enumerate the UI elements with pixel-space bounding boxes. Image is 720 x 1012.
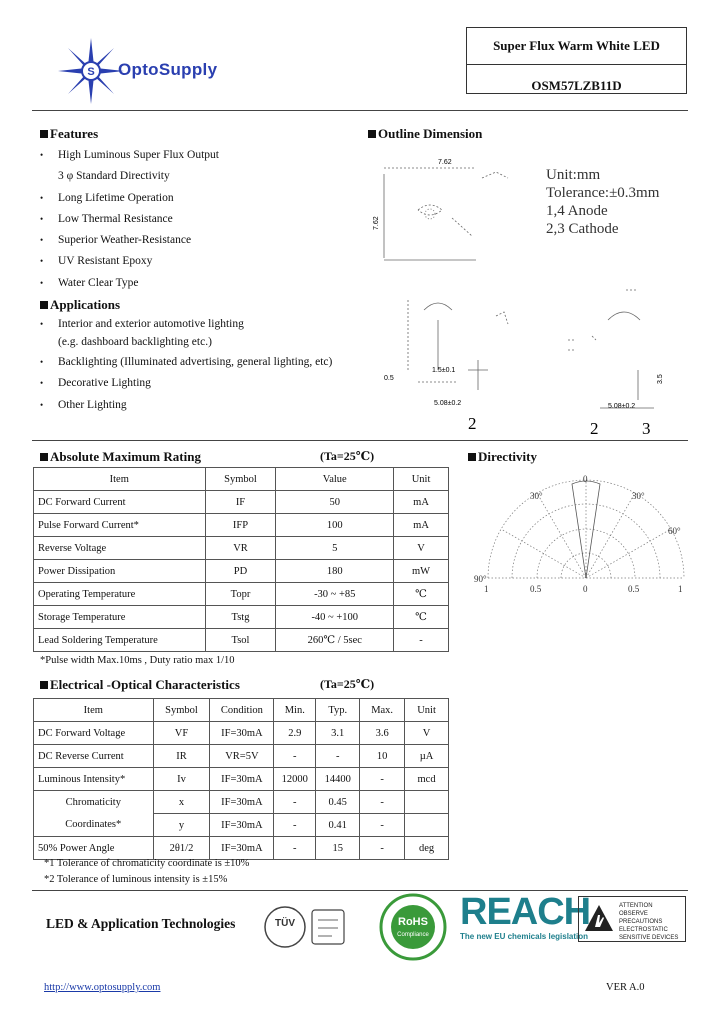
table-cell: 14400 [316, 768, 360, 791]
table-cell: x [153, 791, 210, 814]
table-row [34, 583, 449, 606]
col-header: Min. [274, 699, 316, 722]
table-cell: mA [394, 491, 449, 514]
table-cell: - [360, 791, 405, 814]
table-cell: deg [405, 837, 449, 860]
table-cell: 15 [316, 837, 360, 860]
esd-warning-badge [578, 896, 686, 942]
pin-label: 2 [590, 419, 599, 438]
table-cell: - [274, 837, 316, 860]
electrical-table [33, 698, 449, 860]
electrical-heading: Electrical -Optical Characteristics [40, 677, 240, 693]
unit-label: Unit:mm [546, 167, 601, 183]
table-cell: µA [405, 745, 449, 768]
product-name: Super Flux Warm White LED [493, 38, 660, 53]
pin-label: 2 [468, 414, 477, 433]
outline-notes [546, 166, 659, 238]
col-header: Item [34, 468, 206, 491]
table-row [34, 514, 449, 537]
col-header: Unit [394, 468, 449, 491]
table-row [34, 745, 449, 768]
reach-badge [460, 891, 591, 944]
table-cell: Topr [205, 583, 276, 606]
scale-label: 1 [484, 584, 489, 594]
angle-label: 60° [668, 526, 681, 536]
table-cell: Power Dissipation [34, 560, 206, 583]
table-cell [405, 814, 449, 837]
tuv-badge-icon [262, 904, 352, 950]
list-item: • High Luminous Super Flux Output [40, 145, 360, 166]
table-cell: V [405, 722, 449, 745]
title-box [466, 27, 687, 94]
list-item: 3 φ Standard Directivity [58, 170, 170, 183]
angle-label: 30° [530, 491, 543, 501]
website-link[interactable]: http://www.optosupply.com [44, 982, 161, 993]
angle-label: 0 [583, 474, 588, 484]
list-item: (e.g. dashboard backlighting etc.) [58, 336, 212, 348]
table-cell: IF=30mA [210, 837, 274, 860]
dim-d: 5.08±0.2 [608, 403, 636, 410]
table-cell: 100 [276, 514, 394, 537]
table-cell: VF [153, 722, 210, 745]
table-cell: mW [394, 560, 449, 583]
dim-c: 5.08±0.2 [434, 400, 462, 407]
anode-label: 1,4 Anode [546, 203, 608, 219]
table-cell: VR [205, 537, 276, 560]
esd-line: SENSITIVE DEVICES [619, 935, 679, 941]
list-item: • Decorative Lighting [40, 373, 370, 394]
table-cell: DC Reverse Current [34, 745, 154, 768]
table-row [34, 560, 449, 583]
table-cell: PD [205, 560, 276, 583]
abs-max-heading: Absolute Maximum Rating [40, 449, 201, 465]
table-cell: ℃ [394, 583, 449, 606]
dim-side: 7.62 [373, 216, 380, 230]
list-item: • Low Thermal Resistance [40, 209, 360, 230]
table-cell: VR=5V [210, 745, 274, 768]
table-cell: 50 [276, 491, 394, 514]
col-header: Symbol [205, 468, 276, 491]
list-item: • Interior and exterior automotive lighting [40, 316, 370, 333]
table-cell: V [394, 537, 449, 560]
scale-label: 1 [678, 584, 683, 594]
table-cell: 2.9 [274, 722, 316, 745]
table-cell: y [153, 814, 210, 837]
table-row [34, 837, 449, 860]
table-cell: Storage Temperature [34, 606, 206, 629]
table-cell: 3.6 [360, 722, 405, 745]
table-row [34, 768, 449, 791]
brand-name: OptoSupply [118, 60, 218, 79]
table-cell: 0.45 [316, 791, 360, 814]
table-cell: -40 ~ +100 [276, 606, 394, 629]
table-cell: - [274, 814, 316, 837]
electrical-note-2: *2 Tolerance of luminous intensity is ±15% [44, 874, 228, 885]
table-cell: - [394, 629, 449, 652]
applications-list [40, 316, 370, 416]
angle-label: 90° [474, 574, 487, 584]
part-number: OSM57LZB11D [531, 78, 622, 93]
table-row [34, 606, 449, 629]
table-cell: 2θ1/2 [153, 837, 210, 860]
scale-label: 0.5 [530, 584, 542, 594]
esd-line: OBSERVE PRECAUTIONS [619, 911, 663, 925]
table-header-row [34, 699, 449, 722]
list-item: • UV Resistant Epoxy [40, 251, 360, 272]
list-item: • Superior Weather-Resistance [40, 230, 360, 251]
table-cell: IF [205, 491, 276, 514]
table-cell: Tsol [205, 629, 276, 652]
list-item: • Long Lifetime Operation [40, 188, 360, 209]
dim-e: 3.5 [657, 374, 664, 384]
table-cell: 12000 [274, 768, 316, 791]
table-cell: 0.41 [316, 814, 360, 837]
table-row [34, 814, 449, 837]
table-row [34, 791, 449, 814]
table-cell: 260℃ / 5sec [276, 629, 394, 652]
dim-top: 7.62 [438, 159, 452, 166]
sun-star-icon [56, 36, 126, 106]
directivity-chart [472, 470, 694, 596]
table-cell: IF=30mA [210, 814, 274, 837]
table-cell: IF=30mA [210, 768, 274, 791]
col-header: Value [276, 468, 394, 491]
table-row [34, 722, 449, 745]
version-label: VER A.0 [606, 982, 645, 993]
table-cell: IR [153, 745, 210, 768]
directivity-heading: Directivity [468, 449, 537, 465]
table-cell: DC Forward Voltage [34, 722, 154, 745]
table-cell: IF=30mA [210, 791, 274, 814]
table-cell: mcd [405, 768, 449, 791]
svg-text:Compliance: Compliance [397, 932, 429, 938]
svg-text:TÜV: TÜV [275, 918, 295, 929]
abs-max-table [33, 467, 449, 652]
table-cell: Reverse Voltage [34, 537, 206, 560]
table-row [34, 537, 449, 560]
table-cell: Coordinates* [34, 814, 154, 837]
col-header: Unit [405, 699, 449, 722]
esd-hand-icon [583, 903, 615, 935]
abs-max-note: *Pulse width Max.10ms , Duty ratio max 1/10 [40, 655, 235, 666]
table-cell: Pulse Forward Current* [34, 514, 206, 537]
table-cell: - [360, 814, 405, 837]
abs-max-condition: (Ta=25℃) [320, 449, 375, 463]
table-cell: Chromaticity [34, 791, 154, 814]
features-heading: Features [40, 126, 98, 142]
tolerance-label: Tolerance:±0.3mm [546, 185, 660, 201]
table-cell: -30 ~ +85 [276, 583, 394, 606]
scale-label: 0 [583, 584, 588, 594]
angle-label: 30° [632, 491, 645, 501]
brand-logo [56, 36, 286, 106]
reach-text: REACH [460, 891, 591, 933]
table-cell: 50% Power Angle [34, 837, 154, 860]
table-row [34, 491, 449, 514]
table-cell: - [274, 745, 316, 768]
table-cell: DC Forward Current [34, 491, 206, 514]
company-name: LED & Application Technologies [46, 916, 236, 931]
table-cell: Luminous Intensity* [34, 768, 154, 791]
table-cell: 5 [276, 537, 394, 560]
svg-text:S: S [87, 66, 95, 78]
outline-heading: Outline Dimension [368, 126, 482, 142]
dim-a: 0.5 [384, 375, 394, 382]
dim-b: 1.5±0.1 [432, 367, 456, 374]
table-header-row [34, 468, 449, 491]
col-header: Typ. [316, 699, 360, 722]
table-cell: Operating Temperature [34, 583, 206, 606]
electrical-condition: (Ta=25℃) [320, 677, 375, 691]
table-cell: Lead Soldering Temperature [34, 629, 206, 652]
table-cell: IF=30mA [210, 722, 274, 745]
table-cell: Tstg [205, 606, 276, 629]
section-rule [32, 440, 688, 441]
table-cell: 180 [276, 560, 394, 583]
list-item: • Other Lighting [40, 395, 370, 416]
features-list [40, 145, 360, 294]
col-header: Max. [360, 699, 405, 722]
col-header: Condition [210, 699, 274, 722]
table-cell: - [360, 837, 405, 860]
table-cell: IFP [205, 514, 276, 537]
electrical-note-1: *1 Tolerance of chromaticity coordinate is ±10% [44, 858, 250, 869]
table-cell [405, 791, 449, 814]
applications-heading: Applications [40, 297, 120, 313]
table-cell: 10 [360, 745, 405, 768]
table-cell: - [274, 791, 316, 814]
scale-label: 0.5 [628, 584, 640, 594]
col-header: Symbol [153, 699, 210, 722]
list-item: • Backlighting (Illuminated advertising, general lighting, etc) [40, 352, 370, 373]
col-header: Item [34, 699, 154, 722]
pin-label: 3 [642, 419, 651, 438]
list-item: • Water Clear Type [40, 273, 360, 294]
esd-line: ATTENTION [619, 903, 653, 909]
table-cell: Iv [153, 768, 210, 791]
svg-text:RoHS: RoHS [398, 916, 428, 928]
rohs-badge-icon [378, 892, 448, 962]
table-row [34, 629, 449, 652]
table-cell: mA [394, 514, 449, 537]
esd-line: ELECTROSTATIC [619, 927, 668, 933]
header-rule [32, 110, 688, 111]
table-cell: - [360, 768, 405, 791]
reach-subtext: The new EU chemicals legislation [460, 932, 589, 941]
cathode-label: 2,3 Cathode [546, 221, 619, 237]
table-cell: 3.1 [316, 722, 360, 745]
table-cell: ℃ [394, 606, 449, 629]
table-cell: - [316, 745, 360, 768]
